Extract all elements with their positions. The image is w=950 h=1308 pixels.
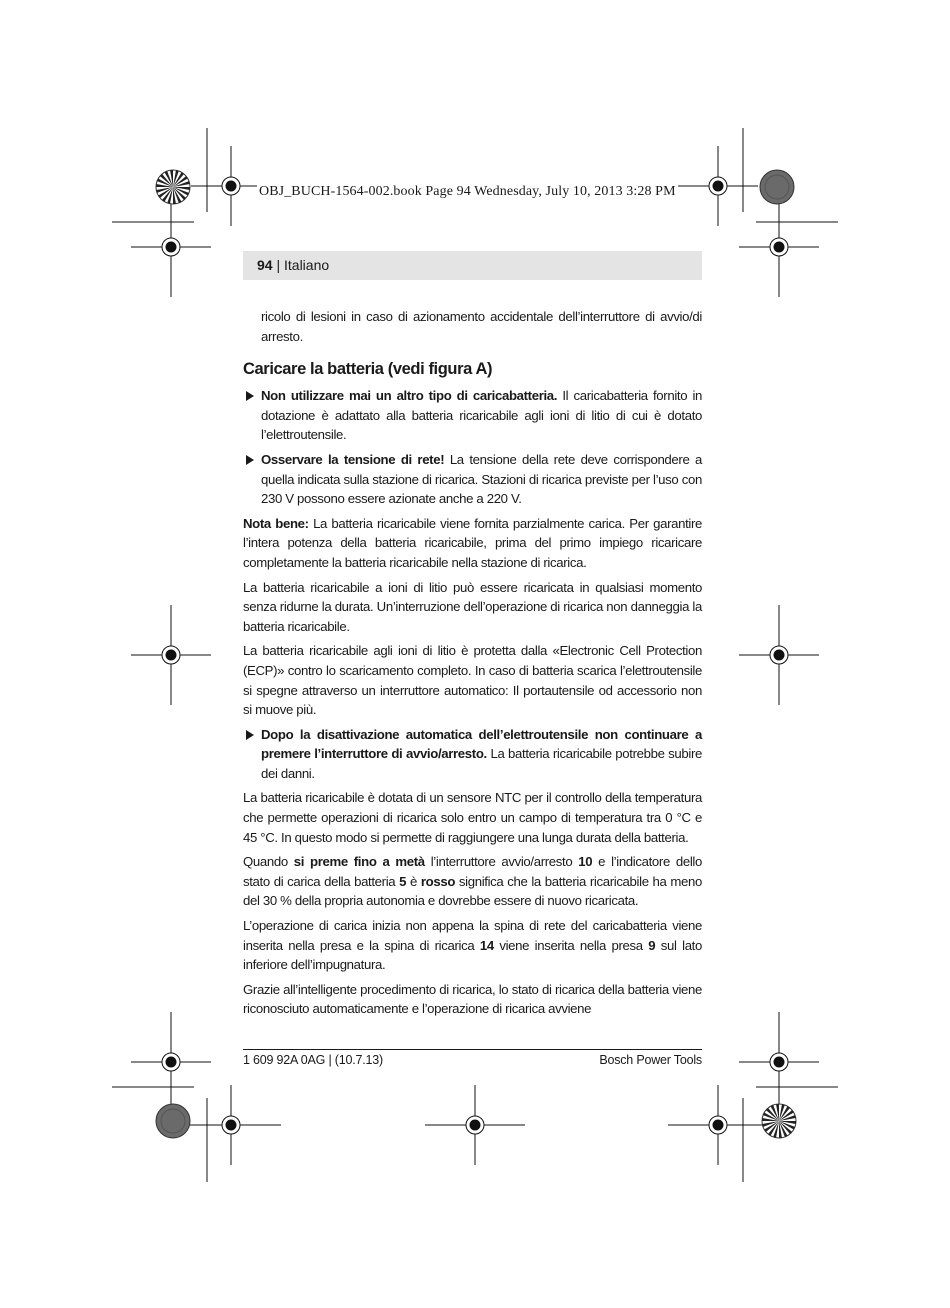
page-header <box>257 257 329 273</box>
paragraph: Grazie all’intelligente procedimento di ricarica, lo stato di ricarica della batteria viene riconosciuto automaticamente e l’operazione di ricarica avviene <box>243 981 702 1017</box>
bold-run: 5 <box>399 873 407 889</box>
page-number: 94 <box>257 257 273 273</box>
text-run: viene inserita nella presa <box>493 937 649 953</box>
bullet-text: Il caricabatteria fornito in dotazione è adattato alla batteria ricaricabile agli ioni di litio di cui è dotato l’elettroutensile. <box>261 388 703 443</box>
bullet-bold: Non utilizzare mai un altro tipo di caricabatteria. <box>261 388 558 404</box>
bullet-bold: Osservare la tensione di rete! <box>261 451 445 467</box>
bullet-item <box>243 450 702 509</box>
paragraph: La batteria ricaricabile agli ioni di litio è protetta dalla «Electronic Cell Protection (ECP)» contro lo scaricamento completo. In caso di batteria scarica l’elettroutensile si spegne attraverso un interruttore automatico: Il portautensile od accessorio non si muove più. <box>243 643 702 718</box>
bold-run: 14 <box>479 937 494 953</box>
header-separator: | <box>272 257 284 273</box>
bold-run: rosso <box>420 873 456 889</box>
bullet-item <box>243 725 702 784</box>
bold-run: 10 <box>578 854 593 870</box>
bold-run: 9 <box>648 937 656 953</box>
text-run: è <box>406 873 421 889</box>
paragraph: La batteria ricaricabile è dotata di un sensore NTC per il controllo della temperatura che permette operazioni di ricarica solo entro un campo di temperatura tra 0 °C e 45 °C. In questo modo si permette di raggiungere una lunga durata della batteria. <box>243 790 702 845</box>
main-content <box>243 307 702 1024</box>
footer-rule <box>243 1049 702 1050</box>
page-header-bar <box>243 251 702 280</box>
paragraph: La batteria ricaricabile a ioni di litio può essere ricaricata in qualsiasi momento senza ridurne la durata. Un’interruzione dell’operazione di ricarica non danneggia la batteria ricaricabile. <box>243 579 702 634</box>
bullet-text: La batteria ricaricabile potrebbe subire dei danni. <box>261 746 702 781</box>
text-run: e l’indicatore dello stato di carica della batteria <box>243 854 702 889</box>
text-run: significa che la batteria ricaricabile ha meno del 30 % della propria autonomia e dovrebbe essere di nuovo ricaricata. <box>243 873 702 909</box>
text-run: Quando <box>243 854 294 870</box>
print-header: OBJ_BUCH-1564-002.book Page 94 Wednesday, July 10, 2013 3:28 PM <box>259 184 676 199</box>
paragraph <box>243 916 702 975</box>
intro-paragraph: ricolo di lesioni in caso di azionamento accidentale dell’interruttore di avvio/di arresto. <box>261 309 702 344</box>
bullet-bold: Dopo la disattivazione automatica dell’elettroutensile non continuare a premere l’interruttore di avvio/arresto. <box>261 726 702 762</box>
footer-brand: Bosch Power Tools <box>599 1053 702 1067</box>
bullet-text: La tensione della rete deve corrispondere a quella indicata sulla stazione di ricarica. Stazioni di ricarica previste per l’uso con 230 V possono essere azionate anche a 220 V. <box>261 451 702 507</box>
paragraph <box>243 852 702 911</box>
triangle-bullet-icon <box>246 455 254 465</box>
triangle-bullet-icon <box>246 730 254 740</box>
text-run: L’operazione di carica inizia non appena la spina di rete del caricabatteria viene inserita nella presa e la spina di ricarica <box>243 918 702 953</box>
bullet-item <box>243 386 702 445</box>
footer-doc-code: 1 609 92A 0AG | (10.7.13) <box>243 1053 384 1067</box>
bold-run: si preme fino a metà <box>293 854 425 870</box>
section-heading: Caricare la batteria (vedi figura A) <box>243 360 493 379</box>
note-text: La batteria ricaricabile viene fornita parzialmente carica. Per garantire l’intera potenza della batteria ricaricabile, prima del primo impiego ricaricare completamente la batteria ricaricabile nella stazione di ricarica. <box>243 515 702 570</box>
note-label: Nota bene: <box>243 515 309 531</box>
header-language: Italiano <box>284 257 330 273</box>
note-paragraph <box>243 514 702 573</box>
text-run: l’interruttore avvio/arresto <box>424 854 579 870</box>
triangle-bullet-icon <box>246 391 254 401</box>
text-run: sul lato inferiore dell’impugnatura. <box>243 937 702 973</box>
